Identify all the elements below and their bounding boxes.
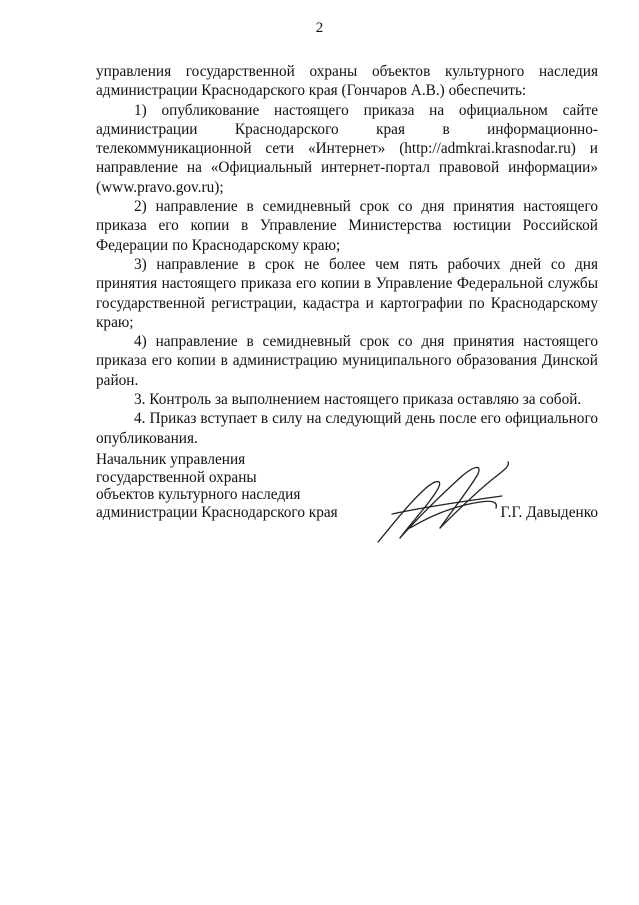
paragraph-item-4: 4) направление в семидневный срок со дня принятия настоящего приказа его копии в администрацию муниципального образования Динской район. [96,333,598,389]
position-line: Начальник управления [96,451,246,468]
paragraph-clause-3: 3. Контроль за выполнением настоящего приказа оставляю за собой. [134,391,582,409]
position-line: администрации Краснодарского края [96,503,338,521]
paragraph-clause-4: 4. Приказ вступает в силу на следующий день после его официального опубликования. [96,410,598,447]
handwritten-signature [370,458,520,548]
position-line: объектов культурного наследия [96,486,301,504]
paragraph-item-3: 3) направление в срок не более чем пять рабочих дней со дня принятия настоящего приказа его копии в Управление Федеральной службы государственной регистрации, кадастра и картографии по Краснодарскому краю; [96,255,598,331]
paragraph-item-2: 2) направление в семидневный срок со дня принятия настоящего приказа его копии в Управление Министерства юстиции Российской Федерации по Краснодарскому краю; [96,198,598,254]
paragraph-intro: управления государственной охраны объектов культурного наследия администрации Краснодарского края (Гончаров А.В.) обеспечить: [96,63,598,100]
signer-name: Г.Г. Давыденко [500,504,598,521]
paragraph-item-1: 1) опубликование настоящего приказа на официальном сайте администрации Краснодарского края в информационно-телекоммуникационной сети «Интернет» (http://admkrai.krasnodar.ru) и направление на «Официальный интернет-портал правовой информации» (www.pravo.gov.ru); [96,101,598,196]
position-line: государственной охраны [96,468,257,486]
document-body [96,62,598,448]
signatory-position [96,451,338,521]
page-number: 2 [315,20,324,36]
